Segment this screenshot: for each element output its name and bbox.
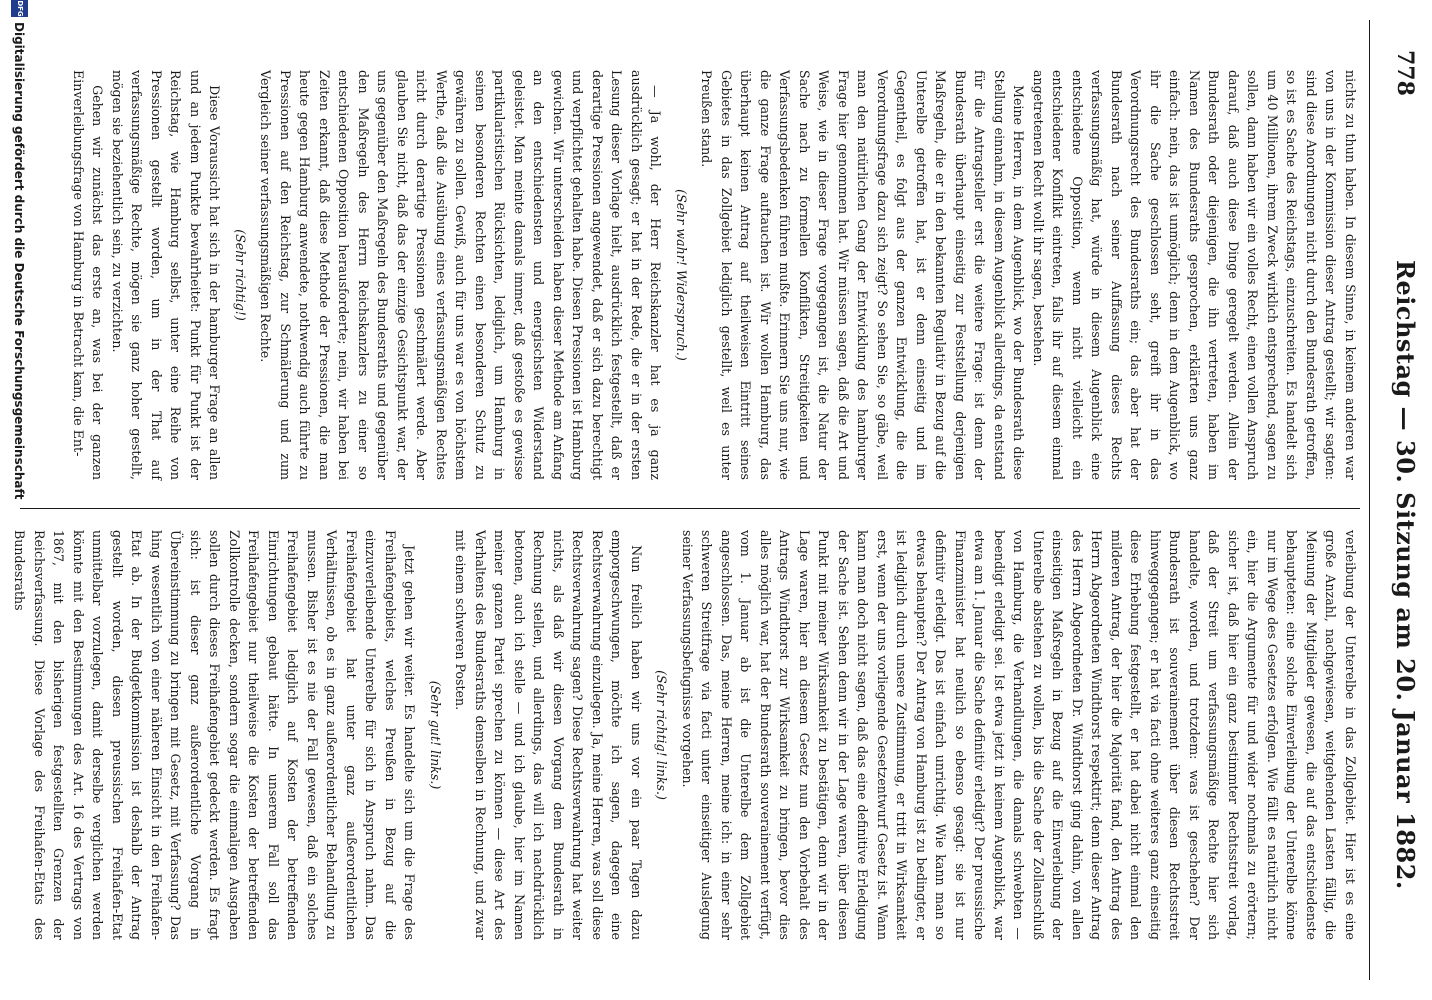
page-header bbox=[1369, 20, 1432, 980]
running-title: Reichstag — 30. Sitzung am 20. Januar 1882. bbox=[1391, 260, 1420, 890]
left-column bbox=[20, 70, 1360, 480]
dfg-logo-icon: DFG bbox=[11, 0, 28, 17]
paragraph: Nun freilich haben wir uns vor ein paar Tagen dazu emporgeschwungen, möchte ich sagen, dagegen eine Rechtsverwahrung einzulegen. Ja, meine Herren, was soll diese Rechtsverwahrung sagen? Diese Rechtsverwahrung hat weiter nichts, als daß wir diesen Vorgang dem Bundesrath in Rechnung stellen, und allerdings, das will ich nachdrücklich betonen, auch ich stelle — und ich glaube, hier im Namen meiner ganzen Partei sprechen zu können — diese Art des Verhaltens des Bundesraths demselben in Rechnung, und zwar mit einem schweren Posten. bbox=[453, 530, 644, 940]
interjection: (Sehr richtig!) bbox=[233, 229, 248, 321]
paragraph: verleibung der Unterelbe in das Zollgebiet. Hier ist es eine große Anzahl, nachgewiesen, weitgehenden Lasten fällig, die Meinung der Mitglieder gewesen, die auf das entschiedenste behaupteten: eine solche Einverleibung der Unterelbe könne nur im Wege des Gesetzes erfolgen. Wie fällt es natürlich nicht ein, hier die Argumente für und wider nochmals zu erörtern; sicher ist, daß hier ein ganz bestimmter Rechtsstreit vorlag, daß der Streit um verfassungsmäßige Rechte hier sich handelte, worden, und trotzdem: was ist geschehen? Der Bundesrath ist souverainement über diesen Rechtsstreit hinweggegangen; er hat via facti ohne weiteres ganz einseitig diese Erhebung festgestellt, er hat dabei nicht einmal den milderen Antrag, der hier die Majorität fand, den Antrag des Herrn Abgeordneten Windthorst respektirt; denn dieser Antrag des Herrn Abgeordneten Dr. Windthorst ging dahin, von allen einseitigen Maßregeln in Bezug auf die Einverleibung der Unterelbe abstehen zu wollen, bis die Sache der Zollanschluß von Hamburg, die Verhandlungen, die damals schwebten — beendigt erledigt sei. Ist etwa jetzt in keinem Augenblick, war etwa am 1. Januar die Sache definitiv erledigt? Der preussische Finanzminister hat neulich so ebenso gesagt: sie ist nur definitiv erledigt. Das ist einfach unrichtig. Wie kann man so etwas behaupten? Der Antrag von Hamburg ist zu bedingter, er ist lediglich durch unsere Zustimmung, er tritt in Wirksamkeit erst, wenn der uns vorliegende Gesetzentwurf Gesetz ist. Wann kann man doch nicht sagen, daß das eine definitive Erledigung der Sache ist. Sehen denn wir in der Lage waren, über diesen Punkt mit meiner Wirksamkeit zu bestätigen, denn wir in der Lage waren, hier an diesem Gesetz nun den Vorbehalt des Antrags Windthorst zur Wirksamkeit zu bringen, bevor dies alles möglich war, hat der Bundesrath souverainement verfügt, vom 1. Januar ab ist die Unterelbe dem Zollgebiet angeschlossen. Das, meine Herren, meine ich: in einer sehr schweren Streitfrage via facti unter einseitiger Auslegung seiner Verfassungsbefugnisse vorgehen. bbox=[680, 530, 1358, 940]
paragraph: Gehen wir zunächst das erste an, was bei der ganzen Einverleibungsfrage von Hamburg in Betracht kam, die Ent- bbox=[71, 70, 106, 480]
paragraph: Diese Voraussicht hat sich in der hamburger Frage an allen und an jedem Punkte bewahrheitet: Punkt für Punkt ist der Reichstag, wie Hamburg selbst, unter eine Reihe von Pressionen gestellt worden, um in der That auf verfassungsmäßige Rechte, mögen sie ganz hoher gestellt, mögen sie beziehentlich sein, zu verzichten. bbox=[110, 70, 223, 480]
paragraph: Jetzt gehen wir weiter. Es handelte sich um die Frage des Freihafengebiets, welches Preußen in Bezug auf die einzuverleibende Unterelbe für sich in Anspruch nahm. Das Freihafengebiet hat unter ganz außerordentlichen Verhältnissen, ob es in ganz außerordentlicher Behandlung zu mussen. Bisher ist es nie der Fall gewesen, daß ein solches Freihafengebiet lediglich auf Kosten der betreffenden Einrichtungen gebaut hätte. In unserem Fall soll das Freihafengebiet nur theilweise die Kosten der betreffenden Zollkontrolle decken, sondern sogar die einmaligen Ausgaben sollen durch dieses Freihafengebiet gedeckt werden. Es fragt sich: ist dieser ganz außerordentliche Vorgang in Übereinstimmung zu bringen mit Gesetz, mit Verfassung? Das hing wesentlich von einer näheren Einsicht in den Freihafen-Etat ab. In der Budgetkommission ist deshalb der Antrag gestellt worden, diesen preussischen Freihafen-Etat unmittelbar vorzulegen, damit derselbe verglichen werden könnte mit den Bestimmungen des Art. 16 des Vertrags von 1867, mit den bisherigen festgestellten Grenzen der Reichsverfassung. Diese Vorlage des Freihafen-Etats des Bundesraths bbox=[12, 530, 418, 940]
paragraph: — Ja wohl, der Herr Reichskanzler hat es ja ganz ausdrücklich gesagt; er hat in der Rede, die er in der ersten Lesung dieser Vorlage hielt, ausdrücklich festgestellt, daß er derartige Pressionen angewendet, daß er sich dazu berechtigt und verpflichtet gehalten habe. Diesen Pressionen ist Hamburg gewichen. Wir unterscheiden haben dieser Methode am Anfang an den entschiedensten und energischsten Widerstand geleistet. Man meinte damals immer, daß gestoße es gewisse partikularistischen Rücksichten, lediglich, um Hamburg in seinen besonderen Rechten einen besonderen Schutz zu gewähren zu sollen. Gewiß, auch für uns war es von höchstem Werthe, daß die Ausübung eines verfassungsmäßigen Rechtes nicht durch derartige Pressionen geschmälert werde. Aber glauben Sie nicht, daß das der einzige Gesichtspunkt war, der uns gegenüber den Maßregeln des Bundesraths und gegenüber den Maßregeln des Herrn Reichskanzlers zu einer so entschiedenen Opposition herausforderte; nein, wir haben bei Zeiten erkannt, daß diese Methode der Pressionen, die man heute gegen Hamburg anwendete, nothwendig auch führte zu Pressionen auf den Reichstag, zur Schmälerung und zum Vergleich seiner verfassungsmäßigen Rechte. bbox=[258, 70, 664, 480]
paragraph: Meine Herren, in dem Augenblick, wo der Bundesrath diese Stellung einnahm, in diesem Augenblick allerdings, da entstand für die Antragsteller erst die weitere Frage: ist denn der Bundesrath überhaupt einseitig zur Feststellung derjenigen Maßregeln, die er in den bekannten Regulativ in Bezug auf die Unterelbe getroffen hat, ist er denn einseitig und im Gegentheil, es folgt aus der ganzen Entwicklung, die die Verordnungsfrage dazu sich zeigt? So sehen Sie, so gäbe, weil man den natürlichen Gang der Entwicklung des hamburger Frage hier genommen hat. Wir müssen sagen, daß die Art und Weise, wie in dieser Frage vorgegangen ist, die Natur der Sache nach zu formellen Konflikten, Streitigkeiten und Verfassungsbedenken führen mußte. Erinnern Sie uns nur, wie die ganze Frage auftauchen ist. Wir wollen Hamburg, das überhaupt keinen Antrag auf theilweisen Eintritt seines Gebietes in das Zollgebiet lediglich gestellt, weil es unter Preußen stand. bbox=[699, 70, 1027, 480]
interjection: (Sehr richtig! links.) bbox=[654, 670, 670, 800]
digitization-footer bbox=[0, 0, 30, 1000]
column-divider bbox=[20, 508, 1360, 509]
paragraph: nichts zu thun haben. In diesem Sinne, in keinem anderen war von uns in der Kommission dieser Antrag gestellt; wir sagten: sind diese Anordnungen nicht durch den Bundesrath getroffen, so ist es Sache des Reichstags, einzuschreiten. Es handelt sich um 40 Millionen, ihrem Zweck wirklich entsprechend, sagen zu sollen, dann haben wir ein volles Recht, einen vollen Anspruch darauf, daß auch diese Dinge geregelt werden. Allein der Bundesrath oder diejenigen, die ihn vertreten, haben im Namen des Bundesraths gesprochen, erklärten uns ganz einfach: nein, das ist unmöglich; denn in dem Augenblick, wo ihr die Sache geschlossen seht, greift ihr in das Verordnungsrecht des Bundesraths ein; das aber hat der Bundesrath nach seiner Auffassung dieses Rechts verfassungsmäßig hat, würde in diesem Augenblick eine entschiedene Opposition, wenn nicht vielleicht ein entschiedener Konflikt eintreten, falls ihr auf diesem einmal angetretenen Recht wollt ihr sagen, bestehen. bbox=[1031, 70, 1358, 480]
footer-credit: Digitalisierung gefördert durch die Deutsche Forschungsgemeinschaft bbox=[12, 22, 26, 500]
right-column bbox=[12, 530, 1360, 940]
interjection: (Sehr wahr! Widerspruch.) bbox=[674, 189, 689, 361]
page-number: 778 bbox=[1392, 50, 1418, 96]
interjection: (Sehr gut! links.) bbox=[428, 680, 443, 790]
